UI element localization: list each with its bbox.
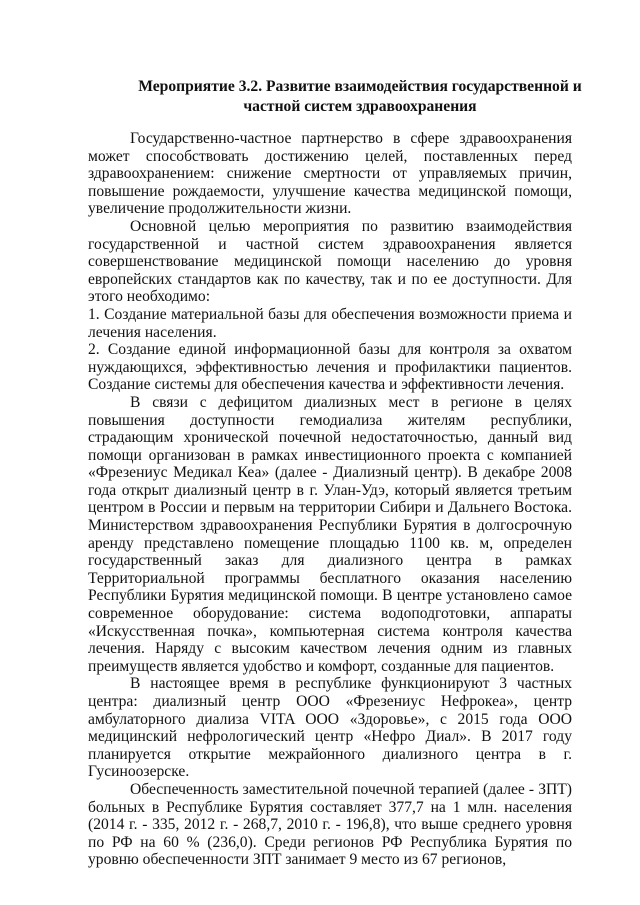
paragraph-dialysis-center: В связи с дефицитом диализных мест в регионе в целях повышения доступности гемодиализа жителям республики, страдающим хронической почечной недостаточностью, данный вид помощи организован в рамках инвестиционного проекта с компанией «Фрезениус Медикал Кеа» (далее - Диализный центр). В декабре 2008 года открыт диализный центр в г. Улан-Удэ, который является третьим центром в России и первым на территории Сибири и Дальнего Востока. Министерством здравоохранения Республики Бурятия в долгосрочную аренду представлено помещение площадью 1100 кв. м, определен государственный заказ для диализного центра в рамках Территориальной программы бесплатного оказания населению Республики Бурятия медицинской помощи. В центре установлено самое современное оборудование: система водоподготовки, аппараты «Искусственная почка», компьютерная система контроля качества лечения. Наряду с высоким качеством лечения одним из главных преимуществ является удобство и комфорт, созданные для пациентов.: [88, 393, 572, 675]
heading-line-1: Мероприятие 3.2. Развитие взаимодействия государственной и: [138, 78, 582, 95]
paragraph-rrt-coverage: Обеспеченность заместительной почечной терапией (далее - ЗПТ) больных в Республике Бурятия составляет 377,7 на 1 млн. населения (2014 г. - 335, 2012 г. - 268,7, 2010 г. - 196,8), что выше среднего уровня по РФ на 60 % (236,0). Среди регионов РФ Республика Бурятия по уровню обеспеченности ЗПТ занимает 9 место из 67 регионов,: [88, 780, 572, 869]
document-heading: [80, 77, 640, 116]
heading-line-2: частной систем здравоохранения: [243, 97, 477, 115]
paragraph-main-goal: Основной целью мероприятия по развитию взаимодействия государственной и частной систем здравоохранения является совершенствование медицинской помощи населению до уровня европейских стандартов как по качеству, так и по ее доступности. Для этого необходимо:: [88, 217, 572, 306]
list-item-2: 2. Создание единой информационной базы для контроля за охватом нуждающихся, эффективностью лечения и профилактики пациентов. Создание системы для обеспечения качества и эффективности лечения.: [88, 341, 572, 394]
paragraph-partnership-intro: Государственно-частное партнерство в сфере здравоохранения может способствовать достижению целей, поставленных перед здравоохранением: снижение смертности от управляемых причин, повышение рождаемости, улучшение качества медицинской помощи, увеличение продолжительности жизни.: [88, 130, 572, 218]
document-body: [88, 130, 572, 869]
paragraph-private-centers: В настоящее время в республике функционируют 3 частных центра: диализный центр ООО «Фрезениус Нефрокеа», центр амбулаторного диализа VITA ООО «Здоровье», с 2015 года ООО медицинский нефрологический центр «Нефро Диал». В 2017 году планируется открытие межрайонного диализного центра в г. Гусиноозерске.: [88, 675, 572, 781]
list-item-1: 1. Создание материальной базы для обеспечения возможности приема и лечения населения.: [88, 305, 572, 341]
